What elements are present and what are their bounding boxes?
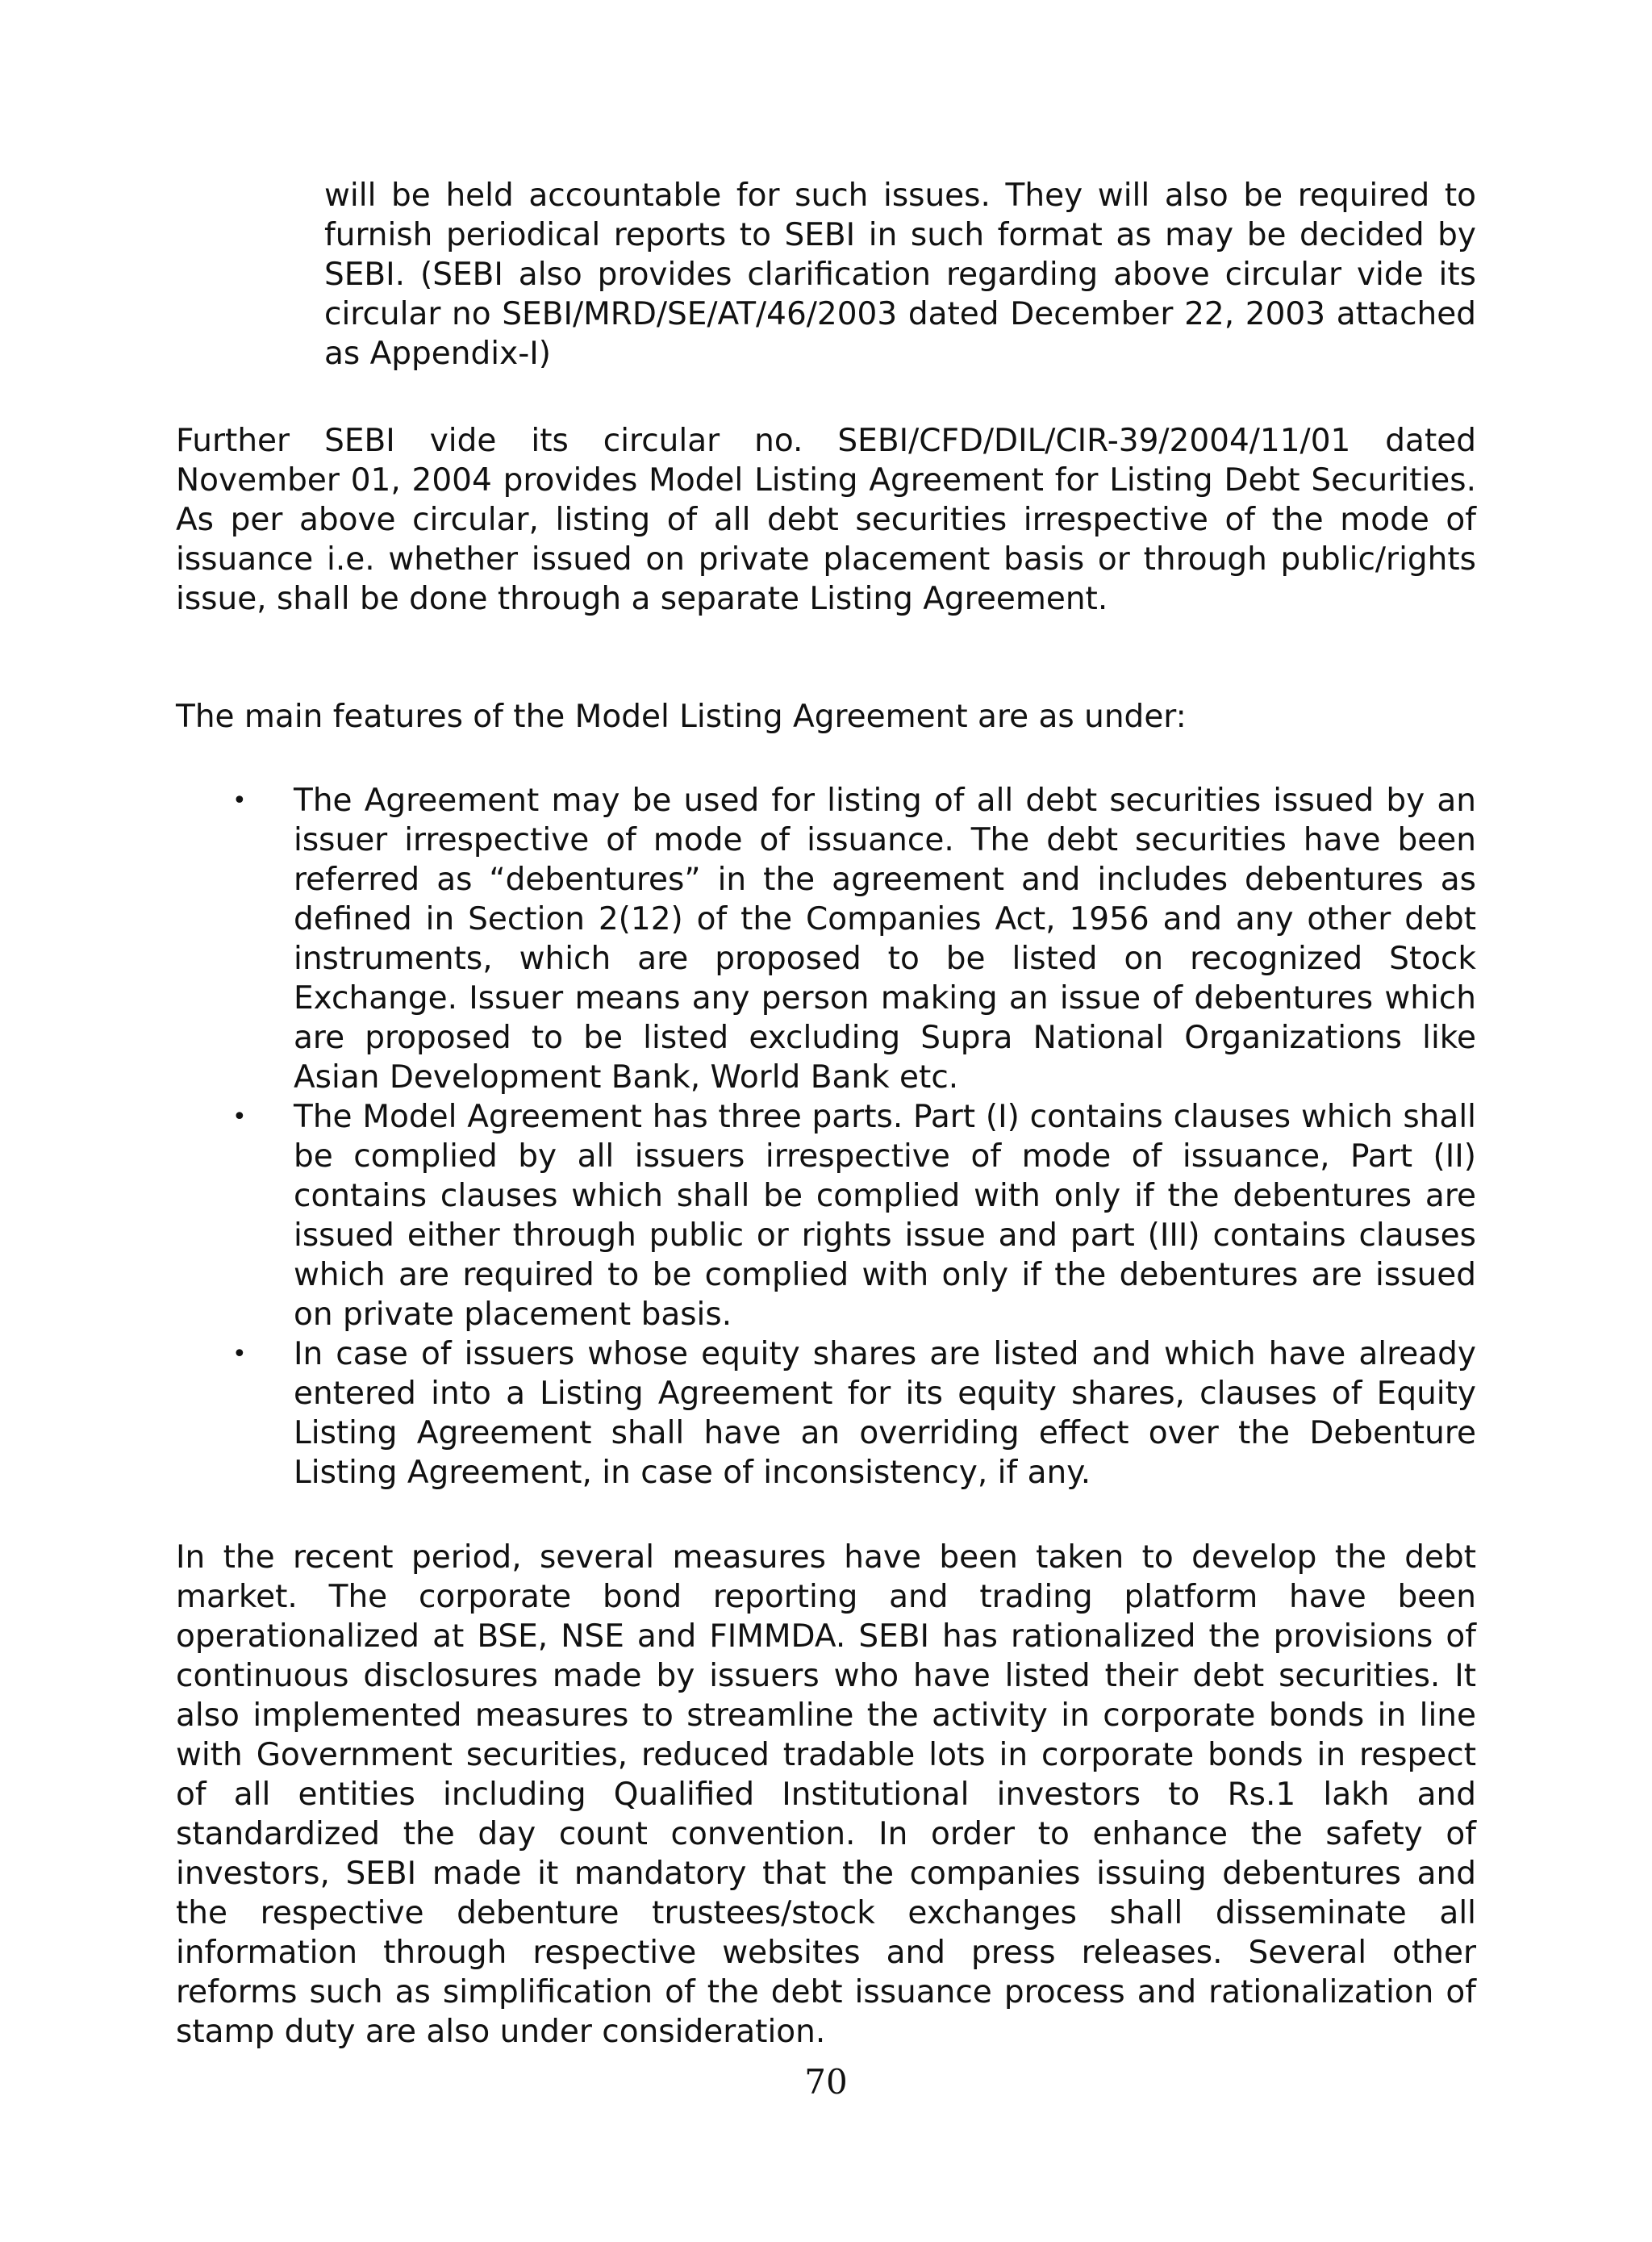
bullet-text: In case of issuers whose equity shares are listed and which have already entered into a Listing Agreement for its equity shares, clauses of Equity Listing Agreement shall have an overriding effect over the Debenture Listing Agreement, in case of inconsistency, if any.	[294, 1336, 1476, 1491]
paragraph-main-features-intro: The main features of the Model Listing Agreement are as under:	[176, 699, 1187, 735]
continued-paragraph: will be held accountable for such issues. They will also be required to furnish periodical reports to SEBI in such format as may be decided by SEBI. (SEBI also provides clarification regarding above circular vide its circular no SEBI/MRD/SE/AT/46/2003 dated December 22, 2003 attached as Appendix-I)	[324, 177, 1476, 372]
bullet-icon: •	[232, 787, 247, 815]
paragraph-model-listing-agreement: Further SEBI vide its circular no. SEBI/CFD/DIL/CIR-39/2004/11/01 dated November 01, 2004 provides Model Listing Agreement for Listing Debt Securities. As per above circular, listing of all debt securities irrespective of the mode of issuance i.e. whether issued on private placement basis or through public/rights issue, shall be done through a separate Listing Agreement.	[176, 423, 1476, 617]
list-item	[176, 1097, 1476, 1334]
list-item	[176, 1334, 1476, 1493]
bullet-text: The Model Agreement has three parts. Part (I) contains clauses which shall be complied by all issuers irrespective of mode of issuance, Part (II) contains clauses which shall be complied with only if the debentures are issued either through public or rights issue and part (III) contains clauses which are required to be complied with only if the debentures are issued on private placement basis.	[294, 1099, 1476, 1333]
bullet-text: The Agreement may be used for listing of all debt securities issued by an issuer irrespective of mode of issuance. The debt securities have been referred as “debentures” in the agreement and includes debentures as defined in Section 2(12) of the Companies Act, 1956 and any other debt instruments, which are proposed to be listed on recognized Stock Exchange. Issuer means any person making an issue of debentures which are proposed to be listed excluding Supra National Organizations like Asian Development Bank, World Bank etc.	[294, 783, 1476, 1096]
bullet-icon: •	[232, 1103, 247, 1131]
features-bullet-list	[176, 781, 1476, 1493]
page-number: 70	[804, 2062, 848, 2102]
paragraph-recent-measures: In the recent period, several measures have been taken to develop the debt market. The corporate bond reporting and trading platform have been operationalized at BSE, NSE and FIMMDA. SEBI has rationalized the provisions of continuous disclosures made by issuers who have listed their debt securities. It also implemented measures to streamline the activity in corporate bonds in line with Government securities, reduced tradable lots in corporate bonds in respect of all entities including Qualified Institutional investors to Rs.1 lakh and standardized the day count convention. In order to enhance the safety of investors, SEBI made it mandatory that the companies issuing debentures and the respective debenture trustees/stock exchanges shall disseminate all information through respective websites and press releases. Several other reforms such as simplification of the debt issuance process and rationalization of stamp duty are also under consideration.	[176, 1539, 1476, 2050]
bullet-icon: •	[232, 1340, 247, 1368]
list-item	[176, 781, 1476, 1097]
